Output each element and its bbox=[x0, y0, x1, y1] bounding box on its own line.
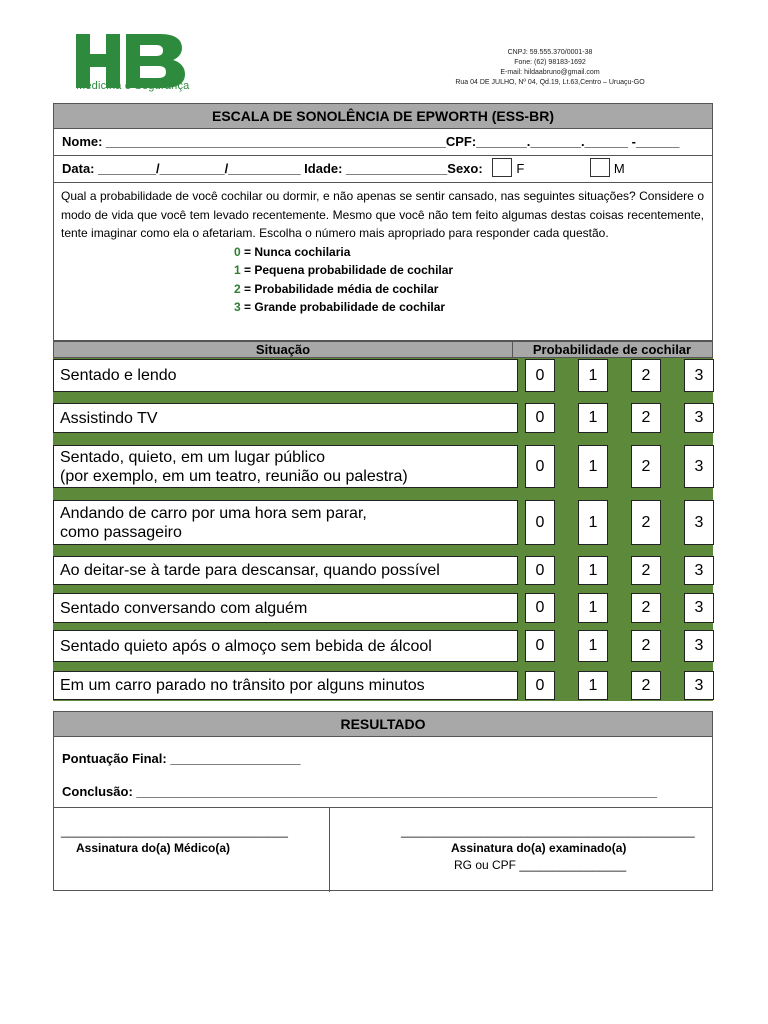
company-info bbox=[420, 48, 680, 88]
situation-text-continued: como passageiro bbox=[60, 523, 182, 541]
col-situacao: Situação bbox=[54, 342, 513, 357]
situation-text: Sentado, quieto, em um lugar público bbox=[60, 448, 326, 466]
situation-row bbox=[53, 556, 518, 585]
rg-cpf-field[interactable]: RG ou CPF ________________ bbox=[454, 858, 627, 872]
doctor-signature-line[interactable]: __________________________________ bbox=[61, 824, 288, 838]
situation-text: Sentado e lendo bbox=[60, 367, 177, 384]
score-option-3[interactable]: 3 bbox=[684, 403, 714, 433]
score-option-1[interactable]: 1 bbox=[578, 500, 608, 545]
score-option-0[interactable]: 0 bbox=[525, 671, 555, 700]
sex-f-label: F bbox=[516, 161, 525, 176]
date-age-field[interactable]: Data: ________/_________/__________ Idade: ______________Sexo: bbox=[62, 161, 483, 176]
situation-text: Ao deitar-se à tarde para descansar, quando possível bbox=[60, 562, 440, 579]
doctor-signature-cell bbox=[54, 808, 330, 892]
score-option-0[interactable]: 0 bbox=[525, 403, 555, 433]
score-option-2[interactable]: 2 bbox=[631, 556, 661, 585]
score-option-0[interactable]: 0 bbox=[525, 556, 555, 585]
situation-text: Andando de carro por uma hora sem parar, bbox=[60, 504, 367, 522]
situation-text: Em um carro parado no trânsito por alguns minutos bbox=[60, 677, 425, 694]
doctor-signature-label: Assinatura do(a) Médico(a) bbox=[76, 841, 231, 855]
epworth-form bbox=[53, 103, 713, 341]
logo-subtitle: Medicina e Segurança bbox=[76, 80, 190, 92]
score-option-3[interactable]: 3 bbox=[684, 556, 714, 585]
final-score-field[interactable]: Pontuação Final: __________________ bbox=[62, 751, 301, 766]
cnpj-text: CNPJ: 59.555.370/0001-38 bbox=[507, 49, 593, 56]
score-option-0[interactable]: 0 bbox=[525, 445, 555, 488]
score-option-2[interactable]: 2 bbox=[631, 593, 661, 623]
score-option-2[interactable]: 2 bbox=[631, 500, 661, 545]
result-box bbox=[53, 711, 713, 891]
score-option-2[interactable]: 2 bbox=[631, 630, 661, 662]
table-header bbox=[53, 341, 713, 358]
name-cpf-field[interactable]: Nome: _______________________________________________CPF:_______._______.______ -______ bbox=[62, 134, 680, 149]
score-option-0[interactable]: 0 bbox=[525, 500, 555, 545]
phone-text: Fone: (62) 98183-1692 bbox=[514, 59, 586, 66]
situation-text: Assistindo TV bbox=[60, 409, 158, 427]
legend-item: 2 = Probabilidade média de cochilar bbox=[234, 281, 439, 296]
scale-legend bbox=[234, 243, 712, 317]
score-option-1[interactable]: 1 bbox=[578, 630, 608, 662]
score-option-3[interactable]: 3 bbox=[684, 630, 714, 662]
score-option-1[interactable]: 1 bbox=[578, 403, 608, 433]
score-option-2[interactable]: 2 bbox=[631, 671, 661, 700]
situation-row bbox=[53, 671, 518, 700]
score-option-0[interactable]: 0 bbox=[525, 630, 555, 662]
score-option-3[interactable]: 3 bbox=[684, 359, 714, 392]
result-title: RESULTADO bbox=[54, 712, 712, 737]
conclusion-field[interactable]: Conclusão: ________________________________________________________________________ bbox=[62, 784, 657, 799]
score-option-1[interactable]: 1 bbox=[578, 593, 608, 623]
email-text: E-mail: hildaabruno@gmail.com bbox=[500, 69, 600, 76]
patient-signature-line[interactable]: ____________________________________________ bbox=[401, 824, 695, 838]
score-option-3[interactable]: 3 bbox=[684, 445, 714, 488]
score-option-1[interactable]: 1 bbox=[578, 671, 608, 700]
score-option-0[interactable]: 0 bbox=[525, 593, 555, 623]
situation-row bbox=[53, 630, 518, 662]
patient-signature-label: Assinatura do(a) examinado(a) bbox=[451, 841, 627, 855]
score-option-3[interactable]: 3 bbox=[684, 593, 714, 623]
sex-f-checkbox[interactable] bbox=[492, 158, 512, 177]
intro-text: Qual a probabilidade de você cochilar ou dormir, e não apenas se sentir cansado, nas seguintes situações? Considere o modo de vida que você tem levado recentemente. Mesmo que você não tem feito algumas destas coisas recentemente, tente imaginar como ela o afetariam. Escolha o número mais apropriado para responder cada questão. bbox=[61, 189, 704, 240]
score-option-0[interactable]: 0 bbox=[525, 359, 555, 392]
situation-row bbox=[53, 359, 518, 392]
score-option-2[interactable]: 2 bbox=[631, 359, 661, 392]
score-option-1[interactable]: 1 bbox=[578, 359, 608, 392]
sex-m-checkbox[interactable] bbox=[590, 158, 610, 177]
legend-item: 0 = Nunca cochilaria bbox=[234, 244, 351, 259]
form-title: ESCALA DE SONOLÊNCIA DE EPWORTH (ESS-BR) bbox=[54, 104, 712, 129]
legend-item: 3 = Grande probabilidade de cochilar bbox=[234, 300, 446, 314]
score-option-2[interactable]: 2 bbox=[631, 403, 661, 433]
score-option-1[interactable]: 1 bbox=[578, 445, 608, 488]
situation-row bbox=[53, 403, 518, 433]
legend-item: 1 = Pequena probabilidade de cochilar bbox=[234, 263, 454, 277]
score-option-3[interactable]: 3 bbox=[684, 671, 714, 700]
date-age-sex-row bbox=[54, 156, 712, 183]
score-option-2[interactable]: 2 bbox=[631, 445, 661, 488]
col-probabilidade: Probabilidade de cochilar bbox=[532, 342, 692, 357]
situation-row bbox=[53, 500, 518, 545]
sex-m-label: M bbox=[613, 161, 625, 176]
situation-row bbox=[53, 445, 518, 488]
signature-area bbox=[54, 807, 712, 892]
situation-text-continued: (por exemplo, em um teatro, reunião ou palestra) bbox=[60, 467, 408, 485]
situation-row bbox=[53, 593, 518, 623]
score-option-3[interactable]: 3 bbox=[684, 500, 714, 545]
address-text: Rua 04 DE JULHO, Nº 04, Qd.19, Lt.63,Centro – Uruaçu-GO bbox=[455, 79, 645, 86]
situation-text: Sentado quieto após o almoço sem bebida de álcool bbox=[60, 637, 432, 655]
situation-text: Sentado conversando com alguém bbox=[60, 599, 308, 617]
score-option-1[interactable]: 1 bbox=[578, 556, 608, 585]
name-cpf-row[interactable] bbox=[54, 129, 712, 156]
